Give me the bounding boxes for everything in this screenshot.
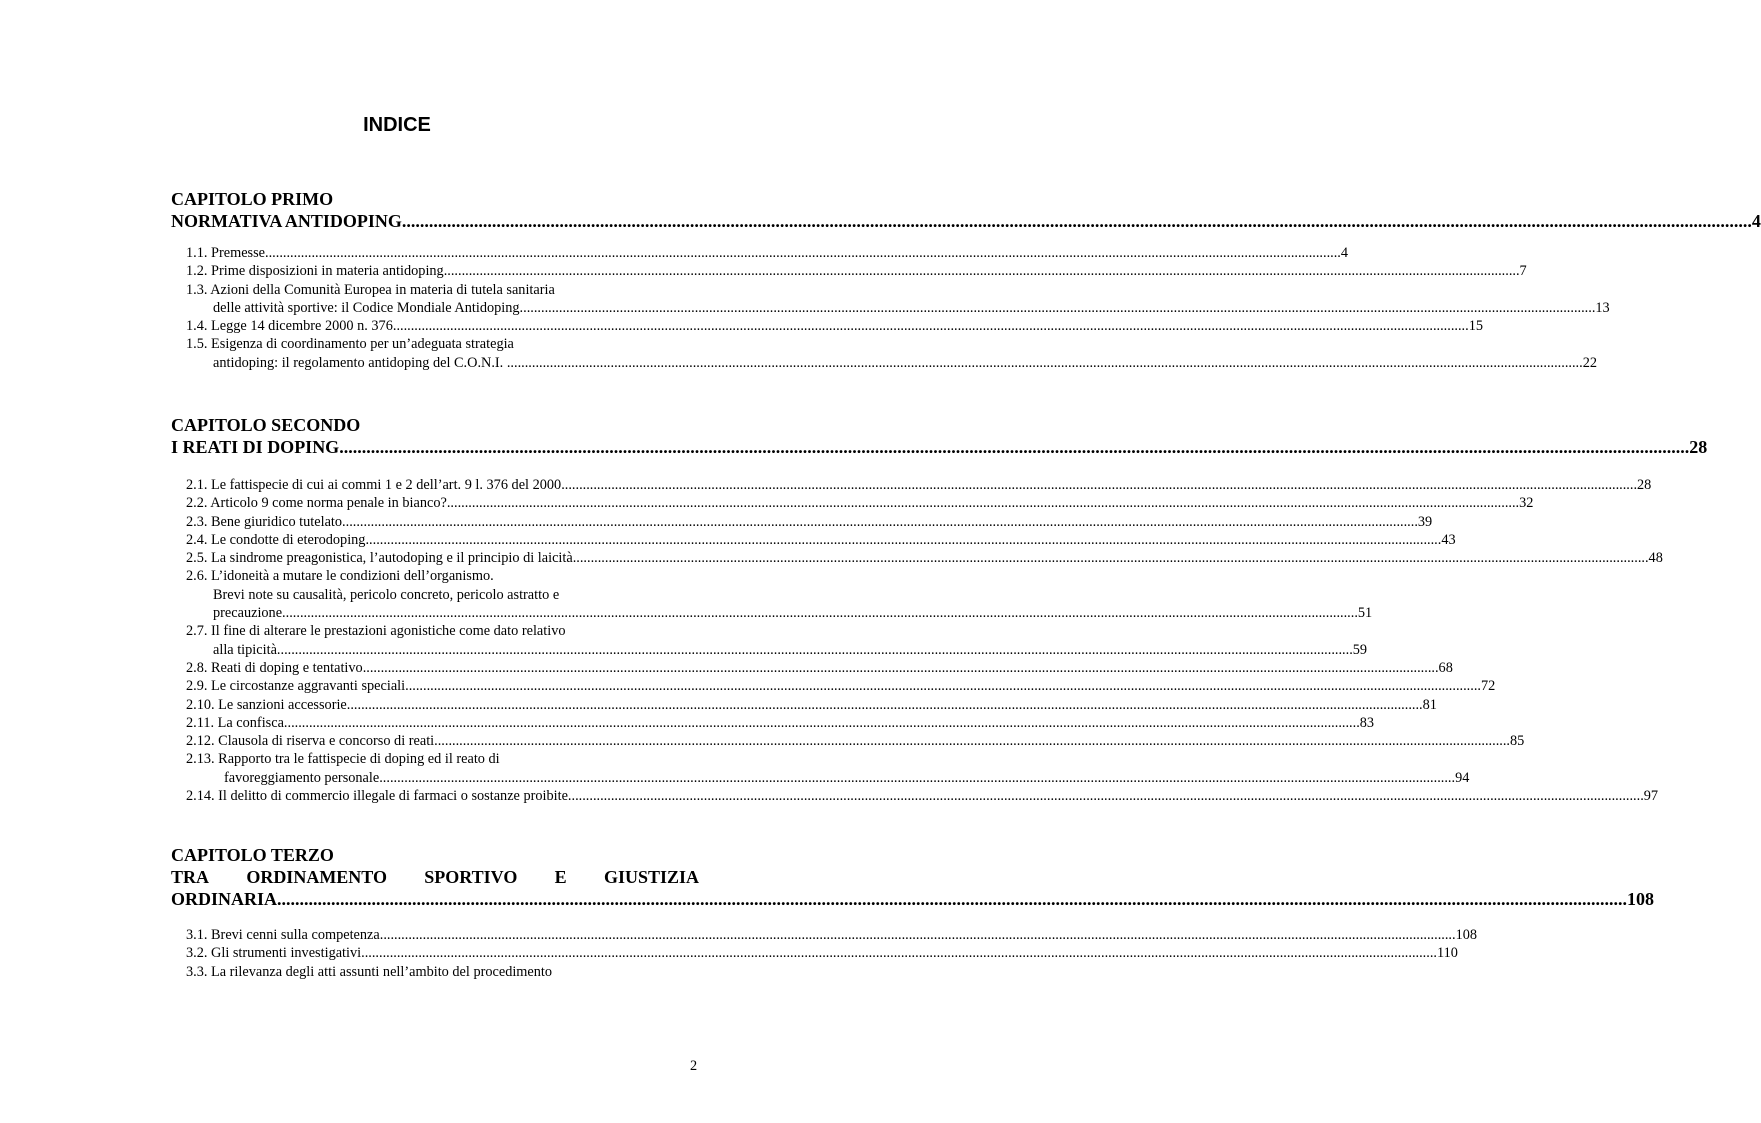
chapter-entries (171, 926, 1478, 981)
chapter-entries (171, 476, 1663, 805)
toc-entry[interactable]: 2.6. L’idoneità a mutare le condizioni dell’organismo. Brevi note su causalità, pericolo concreto, pericolo astratto e precauzione. ............................................................................................................................................................................................................................................................................................................ 51 (186, 568, 1373, 622)
leader-dots: ............................................................................................................................................................................................................................................................................................................ (383, 927, 1456, 943)
toc-entry[interactable]: 2.2. Articolo 9 come norma penale in bianco? ............................................................................................................................................................................................................................................................................................................ 32 (186, 495, 1534, 512)
toc-entry[interactable]: 2.4. Le condotte di eterodoping. ............................................................................................................................................................................................................................................................................................................ 43 (186, 531, 1456, 548)
leader-dots: ............................................................................................................................................................................................................................................................................................................ (364, 945, 1437, 962)
chapter-label: CAPITOLO SECONDO (171, 415, 361, 435)
leader-dots: ............................................................................................................................................................................................................................................................................................................ (382, 769, 1456, 786)
toc-entry[interactable]: 3.1. Brevi cenni sulla competenza. ............................................................................................................................................................................................................................................................................................................ 108 (186, 927, 1478, 943)
leader-dots: ............................................................................................................................................................................................................................................................................................................ (345, 513, 1418, 530)
leader-dots: ............................................................................................................................................................................................................................................................................................................ (366, 659, 1439, 676)
toc-entry[interactable]: 2.5. La sindrome preagonistica, l’autodoping e il principio di laicità. ............................................................................................................................................................................................................................................................................................................ 48 (186, 550, 1663, 567)
leader-dots: ............................................................................................................................................................................................................................................................................................................ (396, 318, 1469, 335)
toc-entry[interactable]: 2.9. Le circostanze aggravanti speciali. ............................................................................................................................................................................................................................................................................................................ 72 (186, 678, 1496, 695)
toc-entry[interactable]: 2.12. Clausola di riserva e concorso di reati. ............................................................................................................................................................................................................................................................................................................ 85 (186, 733, 1525, 750)
toc-entry[interactable]: 2.7. Il fine di alterare le prestazioni agonistiche come dato relativo alla tipicità. ............................................................................................................................................................................................................................................................................................................ 59 (186, 623, 1368, 658)
chapter-page: 4 (1751, 211, 1761, 231)
toc-entry[interactable]: 2.14. Il delitto di commercio illegale di farmaci o sostanze proibite. ............................................................................................................................................................................................................................................................................................................ 97 (186, 788, 1659, 805)
chapter-label: CAPITOLO PRIMO (171, 189, 334, 209)
leader-dots: ............................................................................................................................................................................................................................................................................................................ (571, 788, 1644, 805)
leader-dots: ............................................................................................................................................................................................................................................................................................................ (564, 477, 1638, 493)
toc-entry[interactable]: 2.1. Le fattispecie di cui ai commi 1 e 2 dell’art. 9 l. 376 del 2000. ............................................................................................................................................................................................................................................................................................................ 28 (186, 477, 1652, 493)
chapter-heading-text: ORDINARIA (171, 889, 278, 909)
leader-dots: ............................................................................................................................................................................................................................................................................................................ (510, 354, 1583, 371)
chapter-page: 28 (1689, 437, 1708, 457)
toc-entry[interactable]: 2.13. Rapporto tra le fattispecie di doping ed il reato di favoreggiamento personale. ............................................................................................................................................................................................................................................................................................................ 94 (186, 751, 1470, 786)
toc-entry[interactable]: 3.3. La rilevanza degli atti assunti nell’ambito del procedimento (186, 963, 553, 980)
chapter-3 (171, 844, 1655, 981)
page-number: 2 (690, 1058, 698, 1074)
toc-entry[interactable]: 1.5. Esigenza di coordinamento per un’adeguata strategia antidoping: il regolamento antidoping del C.O.N.I. . ............................................................................................................................................................................................................................................................................................................ 22 (186, 336, 1597, 371)
chapter-heading-text: I REATI DI DOPING (171, 437, 340, 457)
chapter-1 (171, 188, 1761, 372)
chapter-entries (171, 244, 1610, 372)
chapter-heading[interactable] (171, 888, 1655, 910)
toc-entry[interactable]: 2.8. Reati di doping e tentativo. ............................................................................................................................................................................................................................................................................................................ 68 (186, 659, 1453, 676)
chapter-label: CAPITOLO TERZO (171, 845, 334, 865)
leader-dots: ............................................................................................................................................................................................................................................................................................................ (268, 245, 1341, 261)
leader-dots: ............................................................................................................................................................................................................................................................................................................ (277, 889, 1628, 909)
leader-dots: ............................................................................................................................................................................................................................................................................................................ (285, 605, 1358, 622)
toc-entry[interactable]: 2.10. Le sanzioni accessorie. ............................................................................................................................................................................................................................................................................................................ 81 (186, 696, 1437, 713)
chapter-page: 108 (1627, 889, 1655, 909)
leader-dots: ............................................................................................................................................................................................................................................................................................................ (408, 678, 1481, 695)
leader-dots: ............................................................................................................................................................................................................................................................................................................ (447, 263, 1520, 280)
leader-dots: ............................................................................................................................................................................................................................................................................................................ (523, 299, 1596, 316)
chapter-2 (171, 414, 1708, 805)
chapter-heading[interactable] (171, 436, 1708, 458)
chapter-heading[interactable] (171, 210, 1761, 232)
toc-entry[interactable]: 2.11. La confisca. ............................................................................................................................................................................................................................................................................................................ 83 (186, 714, 1375, 731)
leader-dots: ............................................................................................................................................................................................................................................................................................................ (446, 495, 1520, 512)
leader-dots: ............................................................................................................................................................................................................................................................................................................ (350, 696, 1423, 713)
leader-dots: ............................................................................................................................................................................................................................................................................................................ (437, 733, 1510, 750)
toc-entry[interactable]: 3.2. Gli strumenti investigativi. ............................................................................................................................................................................................................................................................................................................ 110 (186, 945, 1458, 962)
leader-dots: ............................................................................................................................................................................................................................................................................................................ (339, 437, 1690, 457)
chapter-heading-text: NORMATIVA ANTIDOPING (171, 211, 402, 231)
toc-entry[interactable]: 1.1. Premesse. ............................................................................................................................................................................................................................................................................................................ 4 (186, 245, 1349, 261)
leader-dots: ............................................................................................................................................................................................................................................................................................................ (287, 714, 1360, 731)
toc-entry[interactable]: 1.3. Azioni della Comunità Europea in materia di tutela sanitaria delle attività sportive: il Codice Mondiale Antidoping. ............................................................................................................................................................................................................................................................................................................ 13 (186, 281, 1610, 316)
toc-entry[interactable]: 1.2. Prime disposizioni in materia antidoping. ............................................................................................................................................................................................................................................................................................................ 7 (186, 263, 1527, 280)
leader-dots: ............................................................................................................................................................................................................................................................................................................ (280, 641, 1353, 658)
toc-entry[interactable]: 2.3. Bene giuridico tutelato. ............................................................................................................................................................................................................................................................................................................ 39 (186, 513, 1433, 530)
toc-entry[interactable]: 1.4. Legge 14 dicembre 2000 n. 376. ............................................................................................................................................................................................................................................................................................................ 15 (186, 318, 1483, 335)
leader-dots: ............................................................................................................................................................................................................................................................................................................ (369, 531, 1442, 548)
leader-dots: ............................................................................................................................................................................................................................................................................................................ (401, 211, 1752, 231)
chapter-heading-line1: TRA ORDINAMENTO SPORTIVO E GIUSTIZIA (171, 867, 699, 887)
page-title: INDICE (363, 114, 431, 136)
leader-dots: ............................................................................................................................................................................................................................................................................................................ (576, 550, 1649, 567)
